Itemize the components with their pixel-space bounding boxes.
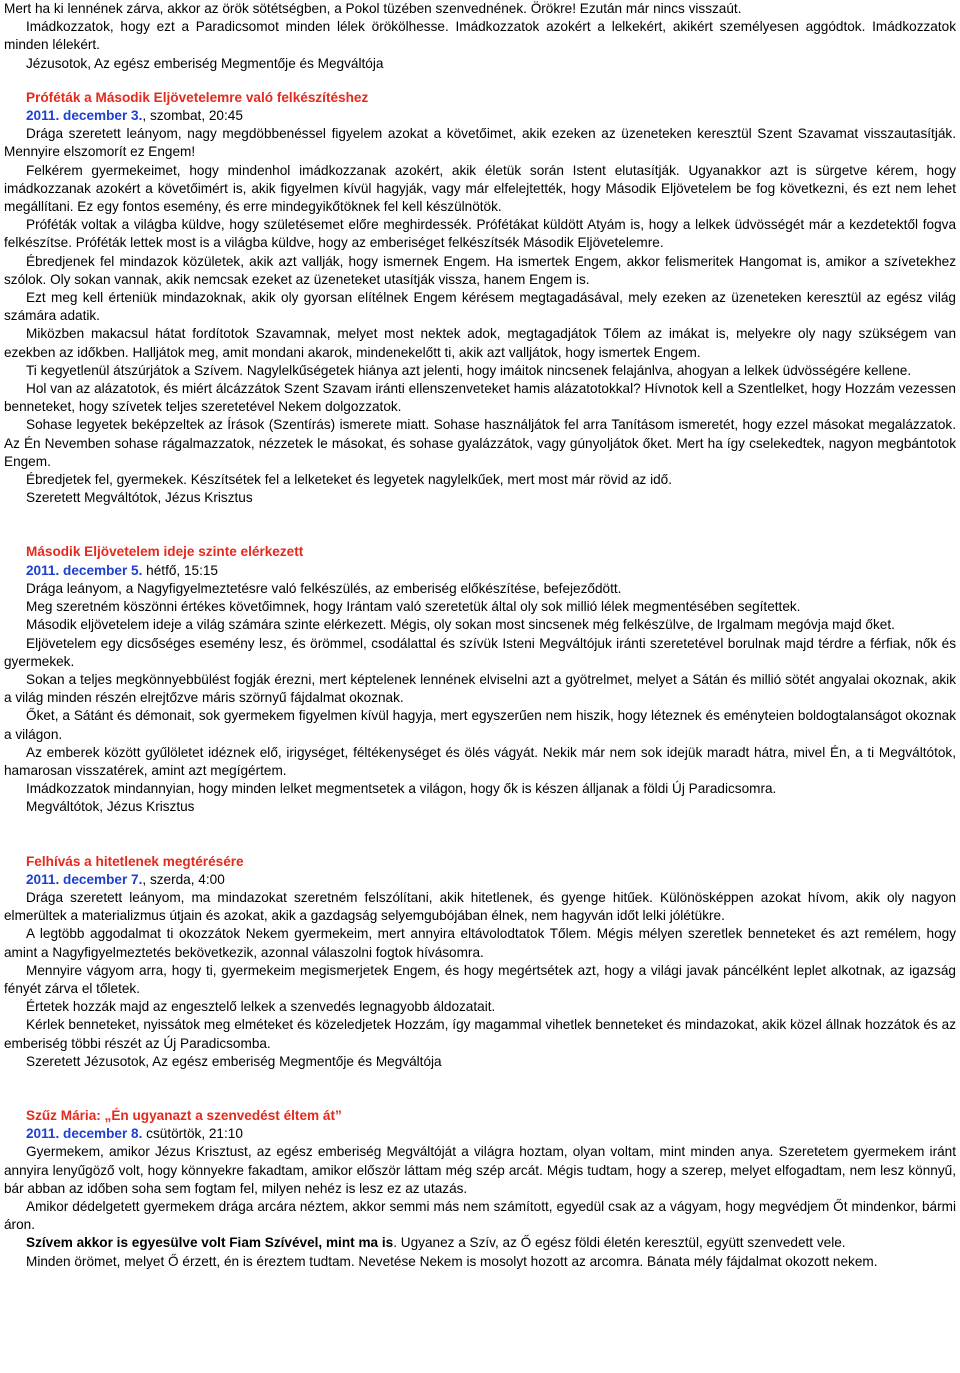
message-paragraph: Próféták voltak a világba küldve, hogy születésemet előre meghirdessék. Prófétákat küldött Atyám is, hogy a lelkek üdvösségét már a kezdetektől fogva felkészítse. Próféták lettek most is a világba küldve, hogy az emberiséget felkészítsék Második Eljövetelemre. [4, 217, 956, 251]
message-date: 2011. december 8. [26, 1126, 143, 1142]
message-paragraph: Sohase legyetek beképzeltek az Írások (Szentírás) ismerete miatt. Sohase használjátok fel arra Tanításom ismeretét, hogy ezzel másokat megalázzatok. Az Én Nevemben sohase rágalmazzatok, nézzetek le másokat, és sohase gyalázzátok, vagy gúnyoljátok őket. Mert ha így cselekedtek, nagyon megbántotok Engem. [4, 417, 956, 469]
message-paragraph: Hol van az alázatotok, és miért álcázzátok Szent Szavam iránti ellenszenveteket hamis alázatotokkal? Hívnotok kell a Szentlelket, hogy Hozzám vezessen benneteket, hogy szívetek teljes szeretetével Nekem dolgozzatok. [4, 381, 956, 415]
message-paragraph: Amikor dédelgetett gyermekem drága arcára néztem, akkor semmi más nem számított, egyedül csak az a vágyam, hogy megvédjem Őt mindenkor, bármi áron. [4, 1198, 956, 1233]
spacer [4, 73, 956, 89]
message-1 [4, 89, 956, 508]
message-paragraph: Második eljövetelem ideje a világ számára szinte elérkezett. Mégis, oly sokan most sincsenek még felkészülve, de Irgalmam megóvja majd őket. [26, 617, 895, 633]
intro-signature: Jézusotok, Az egész emberiség Megmentője és Megváltója [26, 55, 384, 71]
message-2 [4, 543, 956, 816]
message-4 [4, 1107, 956, 1271]
message-paragraph: Miközben makacsul hátat fordítotok Szavamnak, melyet most nektek adok, megtagadjátok Tőlem az imákat is, melyekre oly nagy szükségem van ezekben az időkben. Halljátok meg, amit mondani akarok, mindenekelőtt ti, akik azt valljátok, hogy ismertek Engem. [4, 326, 956, 360]
message-title: Második Eljövetelem ideje szinte elérkezett [26, 544, 304, 560]
message-date-line [4, 562, 956, 580]
intro-paragraph-2: Imádkozzatok, hogy ezt a Paradicsomot minden lélek örökölhesse. Imádkozzatok azokért a lelkekért, akikért személyesen aggódtok. Imádkozzatok minden lélekért. [4, 19, 956, 53]
message-title: Szűz Mária: „Én ugyanazt a szenvedést éltem át” [26, 1107, 342, 1123]
message-date-rest: csütörtök, 21:10 [142, 1126, 243, 1142]
message-date-rest: hétfő, 15:15 [142, 562, 218, 578]
message-paragraph: Drága leányom, a Nagyfigyelmeztetésre való felkészülés, az emberiség előkészítése, befejeződött. [26, 580, 622, 596]
message-paragraph: Kérlek benneteket, nyissátok meg elméteket és közeledjetek Hozzám, így magammal vihetlek benneteket és mindazokat, akik közel állnak hozzátok és az emberiség többi részét az Új Paradicsomba. [4, 1017, 956, 1051]
message-paragraph: Az emberek között gyűlöletet idéznek elő, irigységet, féltékenységet és ölés vágyát. Nekik már nem sok idejük maradt hátra, mivel Én, a ti Megváltótok, hamarosan visszatérek, amint azt megígértem. [4, 744, 956, 778]
message-paragraph: Ti kegyetlenül átszúrjátok a Szívem. Nagylelkűségetek hiánya azt jelenti, hogy imáitok nincsenek felajánlva, ahogyan a lelkek üdvösségére kellene. [26, 362, 912, 378]
message-signature: Megváltótok, Jézus Krisztus [26, 799, 195, 815]
message-paragraph: Értetek hozzák majd az engesztelő lelkek a szenvedés legnagyobb áldozatait. [26, 999, 496, 1015]
message-paragraph [4, 1234, 956, 1252]
intro-paragraph-1: Mert ha ki lennének zárva, akkor az örök sötétségben, a Pokol tüzében szenvednének. Örökre! Ezután már nincs visszaút. [4, 1, 742, 16]
message-paragraph: A legtöbb aggodalmat ti okozzátok Nekem gyermekeim, mert annyira eltávolodtatok Tőlem. Mégis mélyen szeretlek benneteket és azt remélem, hogy amint a Nagyfigyelmeztetés bekövetkezik, azonnal válaszolni fogtok hívásomra. [4, 926, 956, 960]
message-paragraph: Drága szeretett leányom, nagy megdöbbenéssel figyelem azokat a követőimet, akik ezeken az üzeneteken keresztül Szent Szavamat visszautasítják. Mennyire elszomorít ez Engem! [4, 126, 956, 160]
message-date-rest: , szerda, 4:00 [142, 871, 225, 887]
message-date-rest: , szombat, 20:45 [142, 108, 243, 124]
bold-lead: Szívem akkor is egyesülve volt Fiam Szívével, mint ma is [26, 1235, 394, 1251]
message-paragraph: Minden örömet, melyet Ő érzett, én is éreztem tudtam. Nevetése Nekem is mosolyt hozott az arcomra. Bánata mély fájdalmat okozott nekem. [26, 1253, 878, 1269]
spacer [4, 507, 956, 543]
spacer [4, 1071, 956, 1107]
message-paragraph: Sokan a teljes megkönnyebbülést fogják érezni, mert képtelenek lennének elviselni azt a gyötrelmet, melyet a Sátán és millió sötét angyalai okoznak, akik a világ minden részén elrejtőzve máris szörnyű fájdalmat okoznak. [4, 671, 956, 706]
message-paragraph: Felkérem gyermekeimet, hogy mindenhol imádkozzanak azokért, akik életük során Istent elutasítják. Ugyanakkor azt is sürgetve kérem, hogy imádkozzanak azokért a követőimért is, akik figyelmen kívül hagyják, vagy már elfelejtették, hogy Második Eljövetelem be fog következni, és ezt nem lehet megállítani. Ez egy fontos esemény, és erre mindegyikőtöknek fel kell készülnötök. [4, 162, 956, 215]
message-date: 2011. december 7. [26, 871, 143, 887]
message-paragraph: Eljövetelem egy dicsőséges esemény lesz, és örömmel, csodálattal és szívük Isteni Megváltójuk iránti szeretetével borulnak majd térdre a férfiak, nők és gyermekek. [4, 635, 956, 669]
message-paragraph: Drága szeretett leányom, ma mindazokat szeretném felszólítani, akik hitetlenek, és gyenge hitűek. Különösképpen azokat hívom, akik oly nagyon elmerültek a materializmus útjain és azokat, akik a gazdagság selyemgubójában élnek, nem hagyván időt lelki jólétükre. [4, 889, 956, 924]
message-date: 2011. december 5. [26, 562, 143, 578]
message-paragraph: Ébredjenek fel mindazok közületek, akik azt vallják, hogy ismernek Engem. Ha ismertek Engem, akkor felismeritek Hangomat is, amikor a szívetekhez szólok. Oly sokan vannak, akik nemcsak ezeket az üzeneteket utasítják vissza, hanem Engem is. [4, 253, 956, 287]
message-paragraph: Őket, a Sátánt és démonait, sok gyermekem figyelmen kívül hagyja, mert egyszerűen nem hiszik, hogy léteznek és eményteien boldogtalanságot okoznak a világon. [4, 708, 956, 742]
message-signature: Szeretett Megváltótok, Jézus Krisztus [26, 490, 253, 506]
message-paragraph: Mennyire vágyom arra, hogy ti, gyermekeim megismerjetek Engem, és hogy megértsétek azt, hogy a világi javak páncélként leplet alkotnak, az igazság fényét zárva el tőletek. [4, 962, 956, 996]
message-title: Felhívás a hitetlenek megtérésére [26, 853, 244, 869]
message-signature: Szeretett Jézusotok, Az egész emberiség Megmentője és Megváltója [26, 1053, 442, 1069]
message-paragraph: Ébredjetek fel, gyermekek. Készítsétek fel a lelketeket és legyetek nagylelkűek, mert most már rövid az idő. [26, 472, 672, 488]
message-3 [4, 853, 956, 1071]
message-paragraph: Gyermekem, amikor Jézus Krisztust, az egész emberiség Megváltóját a világra hoztam, olyan voltam, mint minden anya. Szeretetem gyermekem iránt annyira lenyűgöző volt, hogy könnyekre fakadtam, amikor először láttam még szép arcát. Mégis tudtam, hogy a szerep, melyet elfogadtam, nem lesz könnyű, bár abban az időben soha sem fogtam fel, milyen nehéz is lesz ez az utazás. [4, 1144, 956, 1196]
after-bold: . Ugyanez a Szív, az Ő egész földi életén keresztül, együtt szenvedett vele. [393, 1235, 846, 1251]
message-paragraph: Ezt meg kell érteniük mindazoknak, akik oly gyorsan elítélnek Engem kérésem megtagadásával, mely ezeken az üzeneteken keresztül az egész világ számára adatik. [4, 290, 956, 324]
message-paragraph: Imádkozzatok mindannyian, hogy minden lelket megmentsetek a világon, hogy ők is készen álljanak a földi Új Paradicsomra. [26, 781, 777, 797]
message-date-line [4, 1125, 956, 1143]
message-paragraph: Meg szeretném köszönni értékes követőimnek, hogy Irántam való szeretetük által oly sok millió lélek megmentésében segítettek. [26, 599, 801, 615]
message-title: Próféták a Második Eljövetelemre való felkészítéshez [26, 89, 369, 105]
message-date-line [4, 871, 956, 889]
spacer [4, 817, 956, 853]
message-date: 2011. december 3. [26, 108, 143, 124]
message-date-line [4, 107, 956, 125]
